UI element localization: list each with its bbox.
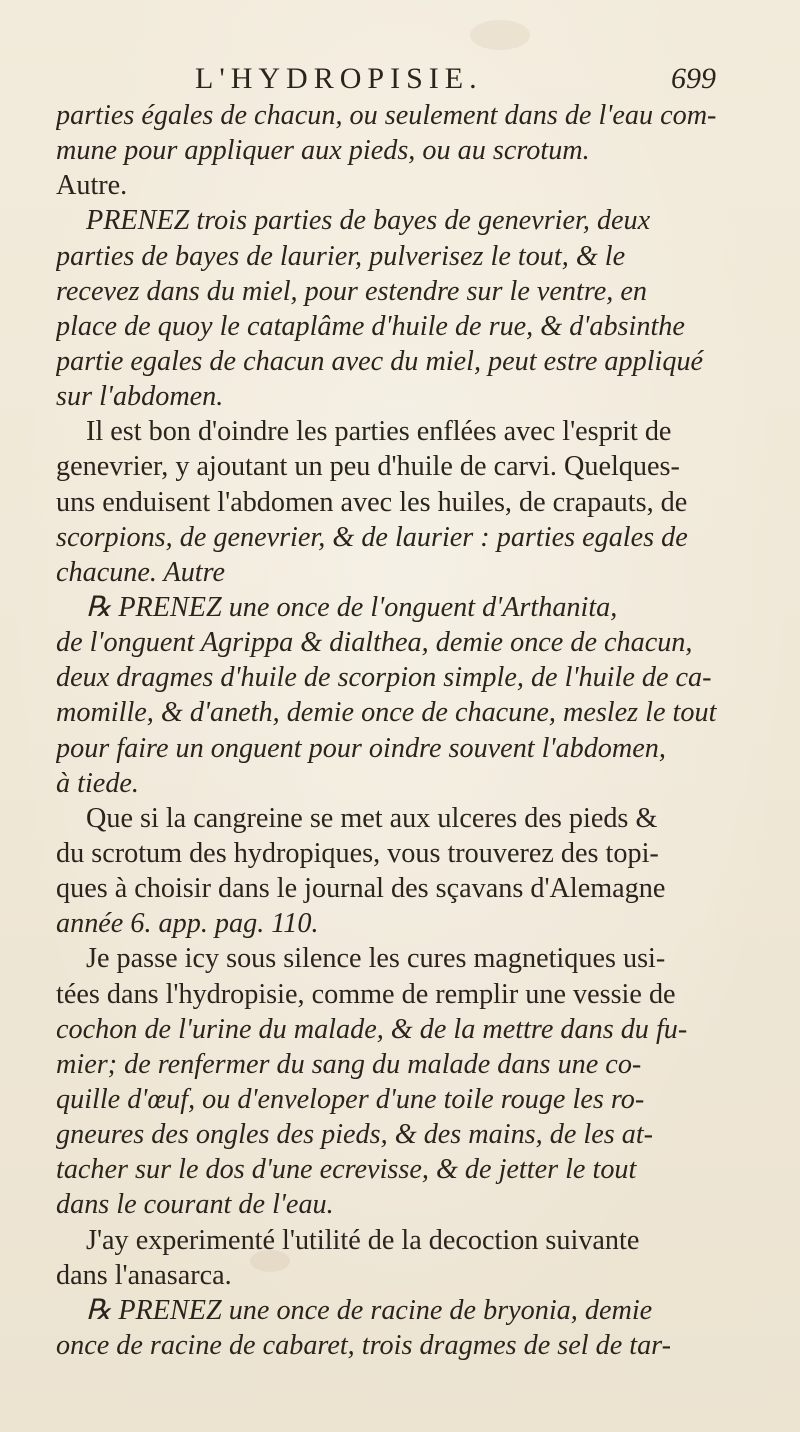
text-line: de l'onguent Agrippa & dialthea, demie once de chacun, xyxy=(56,627,693,659)
text-line: à tiede. xyxy=(56,767,139,799)
text-line: ques à choisir dans le journal des sçavans d'Alemagne xyxy=(56,873,666,905)
text-line: mier; de renfermer du sang du malade dans une co- xyxy=(56,1048,642,1080)
text-line: chacune. Autre xyxy=(56,556,226,588)
page-number: 699 xyxy=(671,62,716,95)
text-line: parties de bayes de laurier, pulverisez le tout, & le xyxy=(56,240,626,272)
text-line: mune pour appliquer aux pieds, ou au scrotum. xyxy=(56,135,590,167)
text-line: deux dragmes d'huile de scorpion simple, de l'huile de ca- xyxy=(56,662,712,694)
text-line: parties égales de chacun, ou seulement dans de l'eau com- xyxy=(56,100,717,131)
text-line: année 6. app. pag. 110. xyxy=(56,908,319,940)
paper-stain xyxy=(470,20,530,50)
text-line: ℞ PRENEZ une once de racine de bryonia, demie xyxy=(86,1294,653,1326)
text-line: quille d'œuf, ou d'enveloper d'une toile rouge les ro- xyxy=(56,1083,645,1115)
text-line: du scrotum des hydropiques, vous trouverez des topi- xyxy=(56,837,659,869)
text-line: J'ay experimenté l'utilité de la decoction suivante xyxy=(86,1224,640,1256)
text-line: tées dans l'hydropisie, comme de remplir une vessie de xyxy=(56,978,676,1010)
text-line: PRENEZ trois parties de bayes de genevrier, deux xyxy=(86,205,651,237)
text-line: place de quoy le cataplâme d'huile de rue, & d'absinthe xyxy=(56,310,685,342)
text-line: sur l'abdomen. xyxy=(56,381,224,413)
text-line: once de racine de cabaret, trois dragmes de sel de tar- xyxy=(56,1329,671,1361)
body-text xyxy=(56,98,768,1363)
text-line: partie egales de chacun avec du miel, peut estre appliqué xyxy=(56,345,704,377)
text-line: gneures des ongles des pieds, & des mains, de les at- xyxy=(56,1119,654,1151)
text-line: dans l'anasarca. xyxy=(56,1259,232,1291)
text-line: dans le courant de l'eau. xyxy=(56,1189,334,1221)
text-line: uns enduisent l'abdomen avec les huiles, de crapauts, de xyxy=(56,486,688,518)
text-line: cochon de l'urine du malade, & de la mettre dans du fu- xyxy=(56,1013,688,1045)
text-line: Je passe icy sous silence les cures magnetiques usi- xyxy=(86,943,666,975)
text-line: Que si la cangreine se met aux ulceres des pieds & xyxy=(86,802,658,834)
text-line: scorpions, de genevrier, & de laurier : parties egales de xyxy=(56,521,688,553)
text-line: Autre. xyxy=(56,170,128,202)
text-line: momille, & d'aneth, demie once de chacune, meslez le tout xyxy=(56,697,717,729)
running-title: L'HYDROPISIE. xyxy=(195,62,483,95)
text-line: ℞ PRENEZ une once de l'onguent d'Arthanita, xyxy=(86,591,618,623)
text-line: tacher sur le dos d'une ecrevisse, & de jetter le tout xyxy=(56,1154,637,1186)
text-line: recevez dans du miel, pour estendre sur le ventre, en xyxy=(56,275,647,307)
text-line: pour faire un onguent pour oindre souvent l'abdomen, xyxy=(56,732,666,764)
text-line: genevrier, y ajoutant un peu d'huile de carvi. Quelques- xyxy=(56,451,680,483)
text-line: Il est bon d'oindre les parties enflées avec l'esprit de xyxy=(86,416,672,448)
